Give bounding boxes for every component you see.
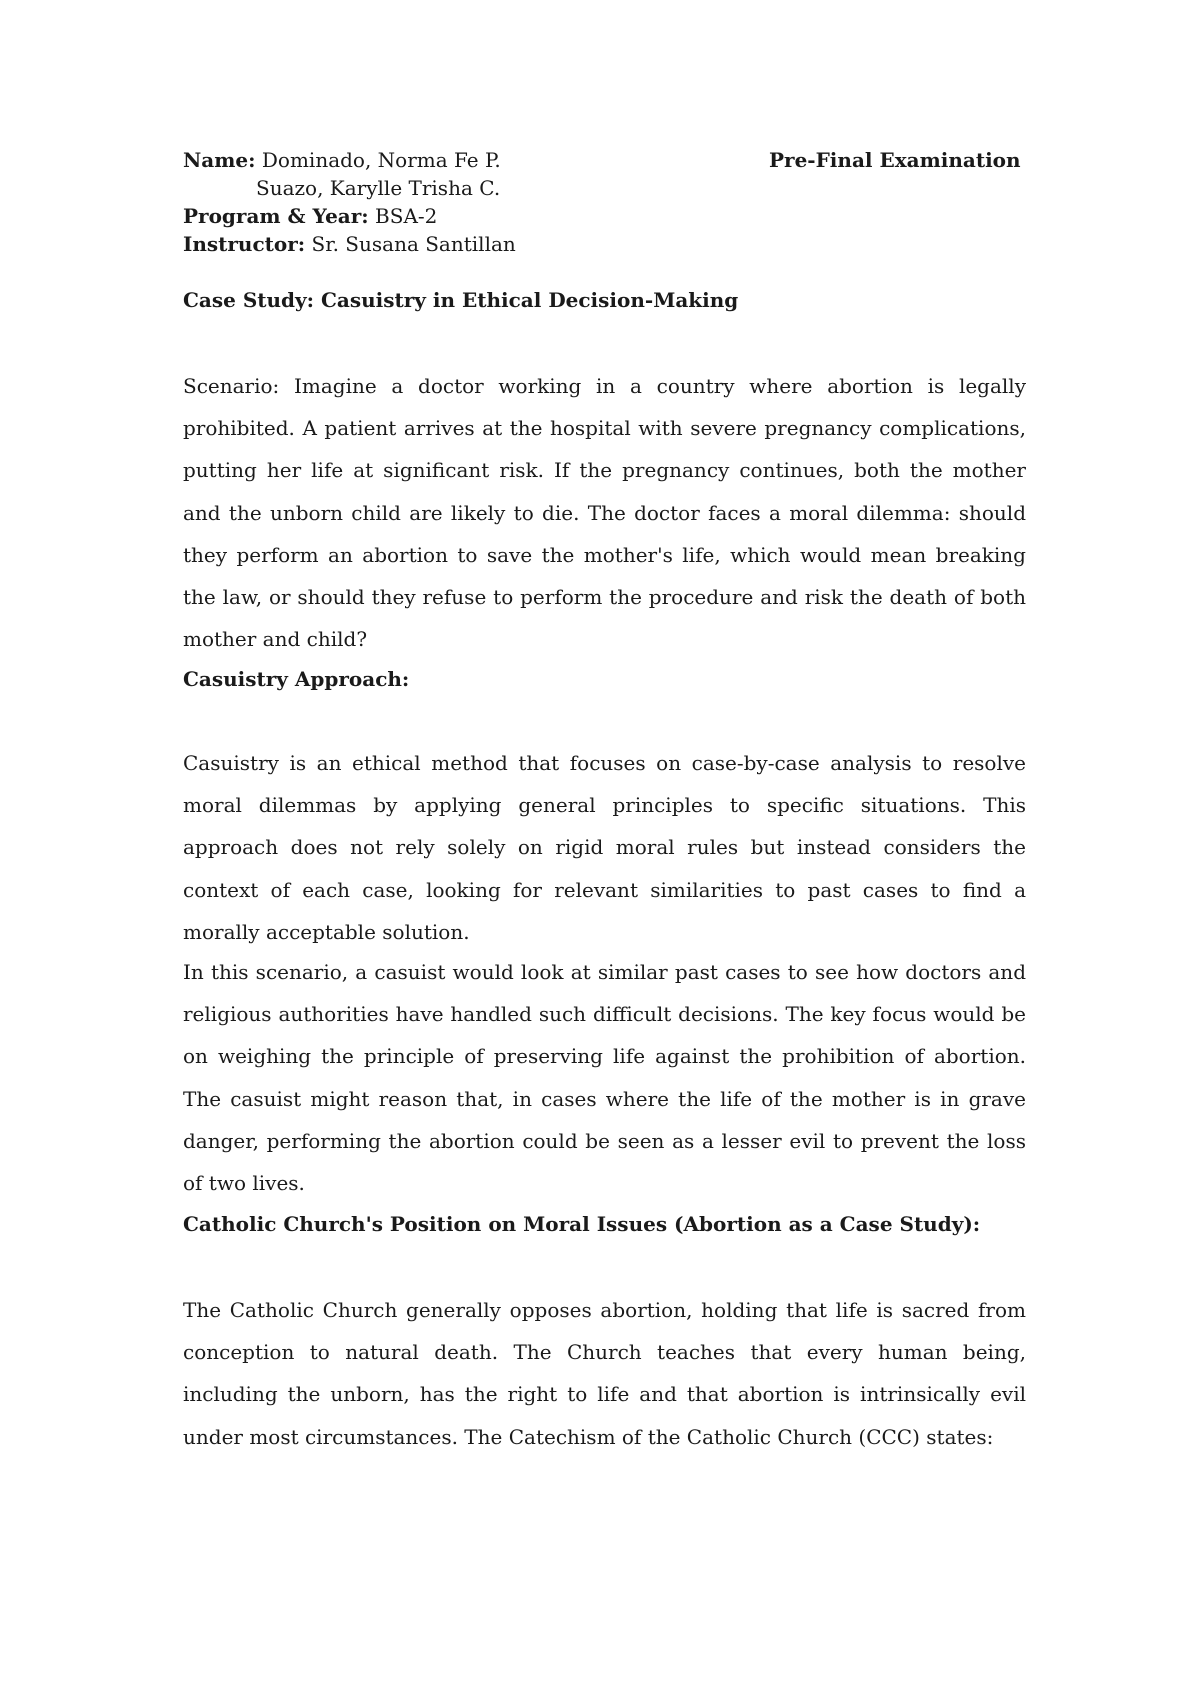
instructor-line <box>183 230 516 258</box>
scenario-paragraph: Scenario: Imagine a doctor working in a country where abortion is legally prohibited. A patient arrives at the hospital with severe pregnancy complications, putting her life at significant risk. If the pregnancy continues, both the mother and the unborn child are likely to die. The doctor faces a moral dilemma: should they perform an abortion to save the mother's life, which would mean breaking the law, or should they refuse to perform the procedure and risk the death of both mother and child? <box>183 374 1026 652</box>
casuistry-heading: Casuistry Approach: <box>183 667 410 691</box>
church-heading: Catholic Church's Position on Moral Issues (Abortion as a Case Study): <box>183 1212 981 1236</box>
name-value-1: Dominado, Norma Fe P. <box>261 148 501 172</box>
program-line <box>183 202 437 230</box>
church-paragraph: The Catholic Church generally opposes abortion, holding that life is sacred from conception to natural death. The Church teaches that every human being, including the unborn, has the right to life and that abortion is intrinsically evil under most circumstances. The Catechism of the Catholic Church (CCC) states: <box>183 1298 1026 1449</box>
name-line <box>183 146 501 174</box>
casuistry-paragraph-1: Casuistry is an ethical method that focuses on case-by-case analysis to resolve moral dilemmas by applying general principles to specific situations. This approach does not rely solely on rigid moral rules but instead considers the context of each case, looking for relevant similarities to past cases to find a morally acceptable solution. <box>183 751 1026 944</box>
name-label: Name: <box>183 148 256 172</box>
program-value: BSA-2 <box>375 204 438 228</box>
program-label: Program & Year: <box>183 204 369 228</box>
casuistry-paragraph-2: In this scenario, a casuist would look at similar past cases to see how doctors and religious authorities have handled such difficult decisions. The key focus would be on weighing the principle of preserving life against the prohibition of abortion. The casuist might reason that, in cases where the life of the mother is in grave danger, performing the abortion could be seen as a lesser evil to prevent the loss of two lives. <box>183 960 1026 1196</box>
name-value-2: Suazo, Karylle Trisha C. <box>256 176 501 200</box>
case-study-title: Case Study: Casuistry in Ethical Decision-Making <box>183 288 739 312</box>
instructor-value: Sr. Susana Santillan <box>311 232 516 256</box>
exam-title: Pre-Final Examination <box>769 148 1021 172</box>
instructor-label: Instructor: <box>183 232 306 256</box>
